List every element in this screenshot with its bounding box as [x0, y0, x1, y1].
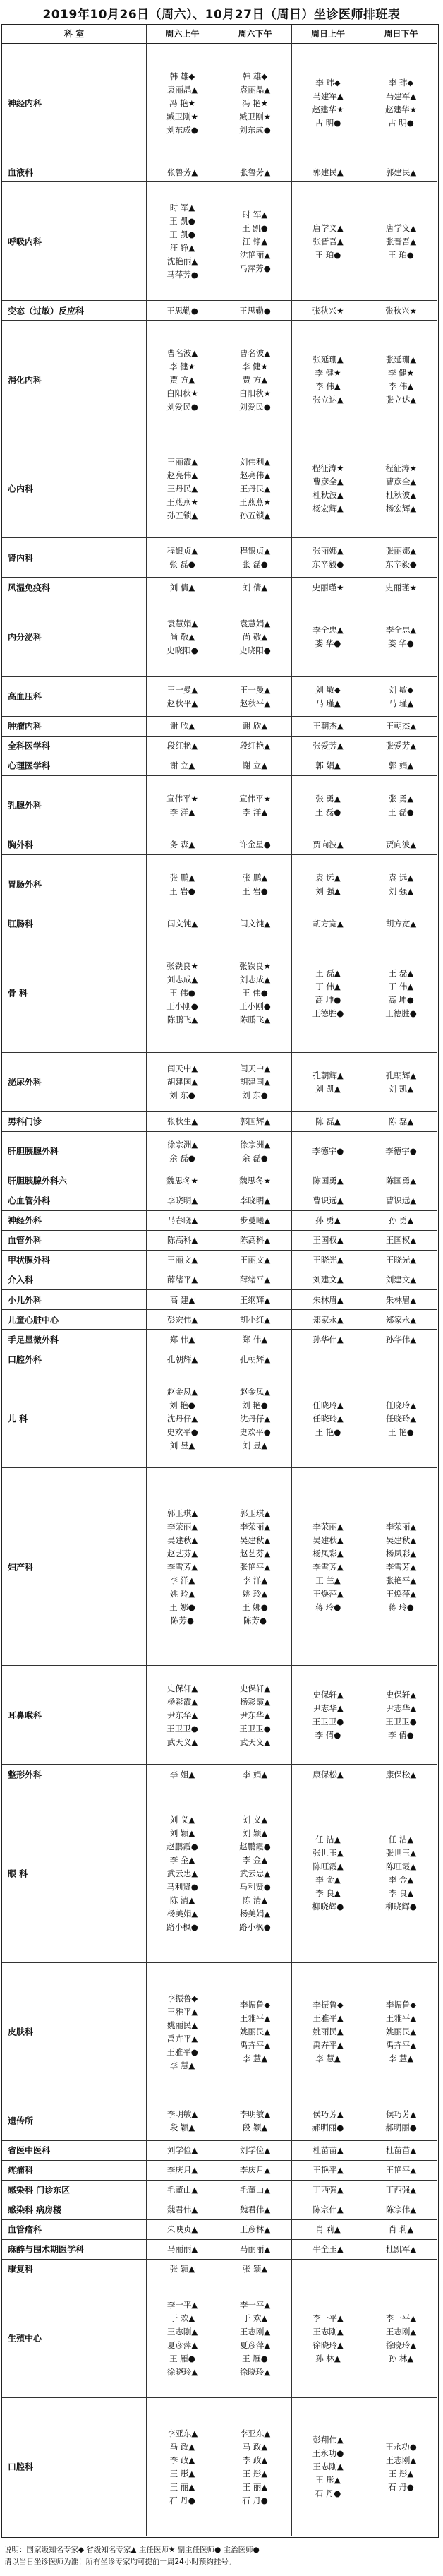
cell-sat-pm: 刘 义▲ 刘 颖▲ 赵鹏霞● 李 金▲ 武云忠▲ 马利贤● 陈 清▲ 杨美娟▲ 路小枫●: [239, 1814, 271, 1932]
cell-sat-pm: 李明敏▲ 段 颖▲: [239, 2109, 271, 2133]
cell-sat-am: 魏君伟▲: [166, 2205, 198, 2215]
cell-sun-pm: 刘 敏◆ 马 瑾▲: [388, 684, 414, 708]
table-row: [2, 914, 437, 934]
cell-sun-am: 刘 敏◆ 马 瑾▲: [315, 684, 341, 708]
cell-sun-am: 康保松▲: [312, 1769, 344, 1779]
table-row: [2, 1963, 437, 2101]
table-row: [2, 2161, 437, 2181]
cell-sat-am: 马春晓▲: [166, 1215, 198, 1226]
department-name: 心血管外科: [8, 1195, 51, 1206]
cell-sat-pm: 李 娟▲: [242, 1769, 268, 1779]
table-row: [2, 162, 437, 182]
cell-sat-am: 魏思冬★: [166, 1176, 198, 1186]
cell-sat-am: 刘 倩▲: [169, 582, 195, 592]
cell-sat-am: 李一平▲ 于 欢▲ 王志刚▲ 夏彦萍▲ 王 雁● 徐晓玲▲: [166, 2299, 198, 2377]
cell-sat-pm: 马丽丽▲: [239, 2244, 271, 2255]
cell-sat-am: 程银贞▲ 张 磊●: [166, 546, 198, 570]
cell-sun-am: 彭翔伟▲ 王永功● 王志刚▲ 王 彤▲ 石 丹●: [312, 2435, 344, 2499]
cell-sun-pm: 孙华伟▲: [385, 1334, 417, 1344]
cell-sat-pm: 刘学俭▲: [239, 2145, 271, 2156]
cell-sat-am: 张秋生▲: [166, 1116, 198, 1127]
cell-sun-am: 朱林眉▲: [312, 1294, 344, 1305]
cell-sun-pm: 李荣丽▲ 吴建秋▲ 杨凤彩▲ 李雪芳▲ 张艳平▲ 王焕萍▲ 蒋 玲●: [385, 1521, 417, 1612]
cell-sun-am: 孙华伟▲: [312, 1334, 344, 1344]
cell-sun-pm: 李振鲁◆ 王雅平▲ 姚丽民▲ 禹卉平▲ 李 慧▲: [385, 2000, 417, 2064]
table-row: [2, 1310, 437, 1330]
cell-sat-pm: 程银贞▲ 张 磊●: [239, 546, 271, 570]
cell-sun-pm: 袁 远▲ 刘 强▲: [388, 872, 414, 896]
cell-sun-am: 任 洁▲ 张世玉▲ 陈旺霞▲ 李 金▲ 李 良▲ 柳晓辉●: [312, 1835, 344, 1912]
cell-sat-am: 曹名波▲ 李 健★ 贾 方▲ 白阳秋★ 刘爱民●: [166, 347, 198, 412]
cell-sun-pm: 丁西强▲: [385, 2185, 417, 2195]
cell-sat-pm: 许金星●: [239, 840, 271, 850]
table-row: [2, 737, 437, 756]
cell-sun-pm: 张丽娜▲ 东辛毅●: [385, 546, 417, 570]
cell-sat-pm: 闫天中▲ 胡建国▲ 刘 东●: [239, 1063, 271, 1101]
cell-sun-am: 史保轩▲ 尹志华▲ 王卫卫● 李 倩●: [312, 1690, 344, 1741]
cell-sun-pm: 陈 磊▲: [388, 1116, 414, 1127]
cell-sat-pm: 陈高科▲: [239, 1235, 271, 1246]
cell-sun-pm: 张秋兴★: [385, 305, 417, 316]
cell-sat-am: 彭宏伟▲: [166, 1314, 198, 1325]
table-row: [2, 1191, 437, 1211]
cell-sat-am: 高 建▲: [169, 1294, 195, 1305]
cell-sat-pm: 曹名波▲ 李 健★ 贾 方▲ 白阳秋★ 刘爱民●: [239, 347, 271, 412]
department-name: 遗传所: [8, 2116, 34, 2126]
table-row: [2, 1784, 437, 1962]
department-name: 儿 科: [8, 1414, 28, 1424]
cell-sat-pm: 李晓明▲: [239, 1195, 271, 1206]
cell-sat-pm: 张 鹏▲ 王 岩●: [242, 872, 268, 896]
cell-sun-am: 郑家永▲: [312, 1314, 344, 1325]
cell-sat-pm: 毛董山▲: [239, 2185, 271, 2195]
department-name: 乳腺外科: [8, 800, 42, 811]
cell-sun-am: 牛全玉▲: [312, 2244, 344, 2255]
cell-sat-pm: 闫文钝▲: [239, 919, 271, 929]
cell-sun-pm: 曹识远▲: [385, 1195, 417, 1206]
cell-sat-am: 谢 立▲: [169, 761, 195, 771]
cell-sun-pm: 张 勇▲ 王 磊●: [388, 793, 414, 817]
page-title: 2019年10月26日（周六）、10月27日（周日）坐诊医师排班表: [42, 8, 401, 22]
cell-sun-pm: 陈国勇▲: [385, 1176, 417, 1186]
cell-sat-am: 郑 伟▲: [169, 1334, 195, 1344]
cell-sat-am: 李明敏▲ 段 颖▲: [166, 2109, 198, 2133]
department-name: 生殖中心: [8, 2333, 42, 2344]
department-name: 耳鼻喉科: [8, 1710, 42, 1721]
cell-sun-am: 张秋兴★: [312, 305, 344, 316]
department-name: 感染科 门诊东区: [8, 2185, 71, 2195]
department-name: 血管外科: [8, 1235, 42, 1246]
cell-sat-pm: 李庆月▲: [239, 2165, 271, 2176]
cell-sat-pm: 段红艳▲: [239, 741, 271, 751]
cell-sun-pm: 唐学义▲ 张晋吾▲ 王 珀●: [385, 222, 417, 260]
table-row: [2, 835, 437, 855]
department-name: 变态（过敏）反应科: [8, 306, 85, 316]
cell-sun-pm: [365, 2262, 437, 2277]
cell-sat-am: 徐宗洲▲ 余 磊●: [166, 1139, 198, 1163]
table-row: [2, 2220, 437, 2240]
cell-sat-am: 赵金凤▲ 刘 艳● 沈丹仔▲ 史欢平● 刘 昱▲: [166, 1386, 198, 1450]
table-row: [2, 578, 437, 597]
department-name: 甲状腺外科: [8, 1255, 51, 1265]
cell-sun-pm: 李 玮◆ 马建军▲ 赵建华★ 古 明●: [385, 78, 417, 129]
cell-sun-am: 张丽娜▲ 东辛毅●: [312, 546, 344, 570]
cell-sat-am: 李庆月▲: [166, 2165, 198, 2176]
cell-sat-pm: 史保轩▲ 杨彩霞▲ 尹东华▲ 王卫卫● 武天义▲: [239, 1683, 271, 1747]
cell-sat-am: 张铁良★ 刘志成▲ 王 伟● 王小刚● 陈鹏飞▲: [166, 961, 198, 1025]
department-name: 省医中医科: [8, 2145, 51, 2156]
cell-sat-am: 朱映贞▲: [166, 2224, 198, 2235]
cell-sat-am: 张 颖▲: [169, 2264, 195, 2274]
table-row: [2, 1053, 437, 1112]
cell-sat-pm: 张 颖▲: [242, 2264, 268, 2274]
cell-sat-am: 务 森▲: [169, 840, 195, 850]
cell-sat-am: 时 军▲ 王 凯● 王 凯● 汪 铮▲ 沈艳丽▲ 马萍芳●: [166, 203, 198, 280]
cell-sun-pm: 陈宗伟▲: [385, 2205, 417, 2215]
cell-sun-am: 李全忠▲ 娄 华●: [312, 625, 344, 649]
table-row: [2, 1171, 437, 1191]
cell-sat-am: 郭玉琪▲ 李荣丽▲ 吴建秋▲ 赵艺芬▲ 李雪芳▲ 李 洋▲ 姚 玲▲ 王 娜● 陈芳●: [166, 1508, 198, 1626]
department-name: 肾内科: [8, 553, 34, 564]
cell-sun-am: 张延珊▲ 李 健★ 李 伟▲ 张立达▲: [312, 354, 344, 405]
cell-sun-pm: 王晓光▲: [385, 1255, 417, 1265]
department-name: 肛肠科: [8, 919, 34, 929]
cell-sun-am: 陈国勇▲: [312, 1176, 344, 1186]
department-name: 内分泌科: [8, 632, 42, 643]
cell-sun-am: 袁 远▲ 刘 强▲: [315, 872, 341, 896]
cell-sun-pm: 王国权▲: [385, 1235, 417, 1246]
department-name: 妇产科: [8, 1562, 34, 1573]
table-row: [2, 1290, 437, 1310]
cell-sat-pm: 魏君伟▲: [239, 2205, 271, 2215]
department-name: 呼吸内科: [8, 237, 42, 247]
cell-sat-pm: 赵金凤▲ 刘 艳● 沈丹仔▲ 史欢平● 刘 昱▲: [239, 1386, 271, 1450]
cell-sun-am: 胡方宽▲: [312, 919, 344, 929]
cell-sun-pm: [365, 1353, 437, 1368]
table-row: [2, 1112, 437, 1132]
table-row: [2, 1231, 437, 1251]
cell-sun-pm: 史丽瑾★: [385, 582, 417, 592]
table-row: [2, 1211, 437, 1231]
cell-sat-pm: 刘 倩▲: [242, 582, 268, 592]
cell-sun-am: 曹识远▲: [312, 1195, 344, 1206]
department-name: 介入科: [8, 1275, 34, 1285]
cell-sat-am: 王一曼▲ 赵秋平▲: [166, 684, 198, 708]
cell-sat-pm: 李振鲁◆ 王雅平▲ 姚丽民▲ 禹卉平▲ 李 慧▲: [239, 2000, 271, 2064]
department-name: 手足显微外科: [8, 1335, 59, 1345]
header-sun-pm: 周日下午: [384, 29, 418, 39]
cell-sat-am: 孔朝辉▲: [166, 1354, 198, 1364]
table-row: [2, 597, 437, 676]
cell-sun-am: [291, 2262, 365, 2277]
cell-sun-am: 郭 娟▲: [315, 761, 341, 771]
cell-sun-am: 陈 磊▲: [315, 1116, 341, 1127]
cell-sun-am: 王 磊▲ 丁 伟▲ 高 坤● 王德胜●: [312, 967, 344, 1018]
department-name: 康复科: [8, 2264, 34, 2274]
department-name: 胸外科: [8, 840, 34, 850]
cell-sat-am: 宣伟平★ 李 洋▲: [166, 793, 198, 817]
table-row: [2, 855, 437, 914]
table-row: [2, 2279, 437, 2398]
cell-sun-am: 郭建民▲: [312, 167, 344, 177]
table-header: [2, 25, 437, 44]
cell-sun-am: 张 勇▲ 王 磊●: [315, 793, 341, 817]
department-name: 儿童心脏中心: [8, 1315, 59, 1325]
table-row: [2, 776, 437, 835]
table-row: [2, 2181, 437, 2200]
cell-sat-pm: 韩 雄◆ 袁丽晶▲ 冯 艳★ 臧卫刚★ 刘东成●: [239, 71, 271, 135]
table-row: [2, 1765, 437, 1784]
table-row: [2, 2260, 437, 2279]
department-name: 小儿外科: [8, 1295, 42, 1305]
schedule-table: [1, 24, 439, 2538]
cell-sat-am: 薛绪平▲: [166, 1275, 198, 1285]
table-row: [2, 1270, 437, 1290]
cell-sun-pm: 李一平▲ 王志刚▲ 徐晓玲▲ 孙 林▲: [385, 2313, 417, 2363]
cell-sun-pm: 杜凯军▲: [385, 2244, 417, 2255]
cell-sun-am: 王艳平▲: [312, 2165, 344, 2176]
cell-sun-pm: 孔朝辉▲ 刘 凯▲: [385, 1070, 417, 1094]
header-sat-am: 周六上午: [165, 29, 200, 39]
department-name: 眼 科: [8, 1868, 28, 1879]
cell-sun-pm: 贾向波▲: [385, 840, 417, 850]
cell-sat-pm: 张鲁芳▲: [239, 167, 271, 177]
table-row: [2, 2200, 437, 2220]
cell-sun-am: 李振鲁◆ 王雅平▲ 姚丽民▲ 禹卉平▲ 李 慧▲: [312, 2000, 344, 2064]
cell-sat-am: 段红艳▲: [166, 741, 198, 751]
cell-sat-am: 李 姐▲: [169, 1769, 195, 1779]
cell-sat-pm: 徐宗洲▲ 余 磊●: [239, 1139, 271, 1163]
cell-sun-pm: 王艳平▲: [385, 2165, 417, 2176]
cell-sat-am: 王思勤●: [166, 305, 198, 316]
department-name: 麻醉与围术期医学科: [8, 2244, 85, 2255]
cell-sat-am: 王丽霞▲ 赵亮伟▲ 王丹民▲ 王燕燕★ 孙五锁▲: [166, 456, 198, 520]
cell-sat-pm: 胡小红▲: [239, 1314, 271, 1325]
department-name: 高血压科: [8, 691, 42, 702]
cell-sat-pm: 王思勤●: [239, 305, 271, 316]
table-row: [2, 934, 437, 1053]
cell-sun-am: 王国权▲: [312, 1235, 344, 1246]
cell-sun-am: 侯巧芳▲ 郝明丽●: [312, 2109, 344, 2133]
cell-sat-am: 陈高科▲: [166, 1235, 198, 1246]
table-row: [2, 2141, 437, 2161]
cell-sun-am: 丁西强▲: [312, 2185, 344, 2195]
cell-sun-pm: 孙 勇▲: [388, 1215, 414, 1226]
department-name: 全科医学科: [8, 741, 51, 751]
cell-sat-am: 刘 义▲ 刘 颖▲ 赵鹏霞● 李 金▲ 武云忠▲ 马利贤● 陈 清▲ 杨美娟▲ 路小枫●: [166, 1814, 198, 1932]
table-row: [2, 2101, 437, 2141]
cell-sat-am: 闫文钝▲: [166, 919, 198, 929]
cell-sat-pm: 步曼曦▲: [239, 1215, 271, 1226]
cell-sun-pm: 张延珊▲ 李 健★ 李 伟▲ 张立达▲: [385, 354, 417, 405]
cell-sun-pm: 侯巧芳▲ 郝明丽●: [385, 2109, 417, 2133]
cell-sun-am: 刘建文▲: [312, 1275, 344, 1285]
cell-sun-pm: 任晓玲▲ 任晓玲▲ 王 艳●: [385, 1400, 417, 1437]
department-name: 肿瘤内科: [8, 721, 42, 732]
department-name: 泌尿外科: [8, 1077, 42, 1087]
footer-note: 请以当日坐诊医师为准！所有坐诊专家均可提前一周24小时预约挂号。: [4, 2558, 236, 2566]
table-row: [2, 1666, 437, 1765]
table-row: [2, 1132, 437, 1171]
cell-sat-am: 马丽丽▲: [166, 2244, 198, 2255]
cell-sat-am: 毛董山▲: [166, 2185, 198, 2195]
table-row: [2, 1468, 437, 1666]
cell-sun-pm: 李全忠▲ 娄 华●: [385, 625, 417, 649]
cell-sat-pm: 李亚东▲ 马 政▲ 李 政▲ 王 彤▲ 王 丽▲ 石 丹●: [239, 2428, 271, 2505]
cell-sun-am: 李荣丽▲ 吴建秋▲ 杨凤彩▲ 李雪芳▲ 王 兰▲ 王焕萍▲ 蒋 玲●: [312, 1521, 344, 1612]
table-row: [2, 1251, 437, 1270]
department-name: 感染科 病房楼: [8, 2205, 62, 2215]
cell-sun-am: 任晓玲▲ 任晓玲▲ 王 艳●: [312, 1400, 344, 1437]
table-row: [2, 182, 437, 301]
cell-sat-pm: 郑 伟▲: [242, 1334, 268, 1344]
cell-sat-pm: 孔朝辉▲: [239, 1354, 271, 1364]
header-sat-pm: 周六下午: [238, 29, 272, 39]
table-row: [2, 1330, 437, 1349]
cell-sat-am: 谢 欣▲: [169, 721, 195, 732]
cell-sat-pm: 郭国辉▲: [239, 1116, 271, 1127]
cell-sun-am: [291, 1353, 365, 1368]
header-dept: 科 室: [63, 29, 85, 39]
department-name: 疼痛科: [8, 2165, 34, 2176]
cell-sun-am: 王晓光▲: [312, 1255, 344, 1265]
cell-sun-pm: 王 磊▲ 丁 伟▲ 高 坤● 王德胜●: [385, 967, 417, 1018]
table-row: [2, 321, 437, 439]
cell-sun-pm: 郭建民▲: [385, 167, 417, 177]
cell-sat-am: 李晓明▲: [166, 1195, 198, 1206]
cell-sat-am: 史保轩▲ 杨彩霞▲ 尹东华▲ 王卫卫● 武天义▲: [166, 1683, 198, 1747]
table-row: [2, 1349, 437, 1369]
cell-sat-pm: 王丽文▲: [239, 1255, 271, 1265]
cell-sun-pm: 朱林眉▲: [385, 1294, 417, 1305]
cell-sun-am: 孔朝辉▲ 刘 凯▲: [312, 1070, 344, 1094]
cell-sun-pm: 李德宇●: [385, 1146, 417, 1157]
department-name: 血管瘤科: [8, 2224, 42, 2235]
cell-sun-am: 陈宗伟▲: [312, 2205, 344, 2215]
cell-sat-pm: 郭玉琪▲ 李荣丽▲ 吴建秋▲ 赵艺芬▲ 张艳平▲ 李 洋▲ 姚 玲▲ 王 娜● 陈芳●: [239, 1508, 271, 1626]
table-row: [2, 756, 437, 776]
department-name: 皮肤科: [8, 2027, 34, 2037]
footer-legend: 说明：国家级知名专家◆ 省级知名专家▲ 主任医师★ 副主任医师● 主治医师●: [4, 2546, 260, 2554]
table-row: [2, 677, 437, 717]
cell-sat-am: 韩 雄◆ 袁丽晶▲ 冯 艳★ 臧卫刚★ 刘东成●: [166, 71, 198, 135]
department-name: 整形外科: [8, 1770, 42, 1780]
cell-sun-am: 杜苗苗▲: [312, 2145, 344, 2156]
cell-sun-pm: 史保轩▲ 尹志华▲ 王卫卫● 李 倩●: [385, 1690, 417, 1741]
cell-sat-am: 闫天中▲ 胡建国▲ 刘 东●: [166, 1063, 198, 1101]
cell-sat-pm: 谢 立▲: [242, 761, 268, 771]
department-name: 口腔外科: [8, 1354, 42, 1365]
cell-sun-pm: 任 洁▲ 张世玉▲ 陈旺霞▲ 李 金▲ 李 良▲ 柳晓辉●: [385, 1835, 417, 1912]
cell-sat-pm: 张铁良★ 刘志成▲ 王 伟● 王小刚● 陈鹏飞▲: [239, 961, 271, 1025]
cell-sun-am: 肖 莉▲: [315, 2224, 341, 2235]
department-name: 神经内科: [8, 98, 42, 109]
cell-sat-pm: 王一曼▲ 赵秋平▲: [239, 684, 271, 708]
cell-sat-pm: 袁慧娟▲ 尚 敬▲ 史晓阳●: [239, 618, 271, 655]
cell-sat-pm: 宣伟平★ 李 洋▲: [239, 793, 271, 817]
cell-sun-am: 李德宇●: [312, 1146, 344, 1157]
cell-sun-am: 唐学义▲ 张晋吾▲ 王 珀●: [312, 222, 344, 260]
cell-sun-pm: 胡方宽▲: [385, 919, 417, 929]
table-row: [2, 439, 437, 538]
cell-sun-pm: 杜苗苗▲: [385, 2145, 417, 2156]
cell-sun-pm: 程征涛★ 曹彦全▲ 杜秋波▲ 杨宏辉▲: [385, 463, 417, 514]
cell-sun-pm: 康保松▲: [385, 1769, 417, 1779]
cell-sat-am: 袁慧娟▲ 尚 敬▲ 史晓阳●: [166, 618, 198, 655]
table-row: [2, 1369, 437, 1468]
cell-sat-am: 张鲁芳▲: [166, 167, 198, 177]
department-name: 骨 科: [8, 988, 28, 998]
cell-sun-pm: 王朝杰▲: [385, 721, 417, 732]
table-row: [2, 44, 437, 162]
cell-sat-pm: 薛绪平▲: [239, 1275, 271, 1285]
cell-sun-am: 王朝杰▲: [312, 721, 344, 732]
cell-sun-am: 程征涛★ 曹彦全▲ 杜秋波▲ 杨宏辉▲: [312, 463, 344, 514]
cell-sun-am: 贾向波▲: [312, 840, 344, 850]
department-name: 风湿免疫科: [8, 583, 51, 593]
table-row: [2, 2398, 437, 2536]
cell-sun-am: 张爱芳▲: [312, 741, 344, 751]
department-name: 胃肠外科: [8, 879, 42, 890]
cell-sat-pm: 刘伟利▲ 赵亮伟▲ 王丹民▲ 王燕燕★ 孙五锁▲: [239, 456, 271, 520]
cell-sat-am: 刘学俭▲: [166, 2145, 198, 2156]
cell-sat-pm: 王彦林▲: [239, 2224, 271, 2235]
department-name: 消化内科: [8, 375, 42, 386]
cell-sat-pm: 王纲辉▲: [239, 1294, 271, 1305]
department-name: 肝胆胰腺外科: [8, 1146, 59, 1157]
cell-sat-pm: 时 军▲ 王 凯● 汪 铮▲ 沈艳丽▲ 马萍芳●: [239, 209, 271, 273]
department-name: 男科门诊: [8, 1116, 42, 1127]
cell-sat-pm: 魏思冬★: [239, 1176, 271, 1186]
table-row: [2, 301, 437, 321]
cell-sat-pm: 李一平▲ 于 欢▲ 王志刚▲ 夏彦萍▲ 王 雁● 徐晓玲▲: [239, 2299, 271, 2377]
cell-sat-am: 张 鹏▲ 王 岩●: [169, 872, 195, 896]
cell-sun-am: 史丽瑾★: [312, 582, 344, 592]
header-sun-am: 周日上午: [310, 29, 345, 39]
cell-sun-am: 李 玮◆ 马建军▲ 赵建华★ 古 明●: [312, 78, 344, 129]
cell-sun-am: 李一平▲ 王志刚▲ 徐晓玲▲ 孙 林▲: [312, 2313, 344, 2363]
table-row: [2, 2240, 437, 2260]
department-name: 口腔科: [8, 2462, 34, 2472]
table-row: [2, 717, 437, 737]
cell-sun-pm: 肖 莉▲: [388, 2224, 414, 2235]
cell-sun-pm: 刘建文▲: [385, 1275, 417, 1285]
cell-sat-am: 李亚东▲ 马 政▲ 李 政▲ 王 彤▲ 王 丽▲ 石 丹●: [166, 2428, 198, 2505]
cell-sat-pm: 谢 欣▲: [242, 721, 268, 732]
cell-sun-am: 孙 勇▲: [315, 1215, 341, 1226]
cell-sun-pm: 王永功● 王志刚▲ 王 彤▲ 石 丹●: [385, 2441, 417, 2492]
cell-sat-am: 李振鲁◆ 王雅平▲ 姚丽民▲ 禹卉平▲ 王雅平● 李 慧▲: [166, 1993, 198, 2070]
table-row: [2, 538, 437, 578]
cell-sun-pm: 郭 娟▲: [388, 761, 414, 771]
department-name: 肝胆胰腺外科六: [8, 1176, 68, 1186]
department-name: 血液科: [8, 167, 34, 178]
cell-sat-am: 王丽文▲: [166, 1255, 198, 1265]
cell-sun-pm: 张爱芳▲: [385, 741, 417, 751]
cell-sun-pm: 郑家永▲: [385, 1314, 417, 1325]
department-name: 神经外科: [8, 1215, 42, 1226]
department-name: 心内科: [8, 484, 34, 494]
department-name: 心理医学科: [8, 761, 51, 771]
